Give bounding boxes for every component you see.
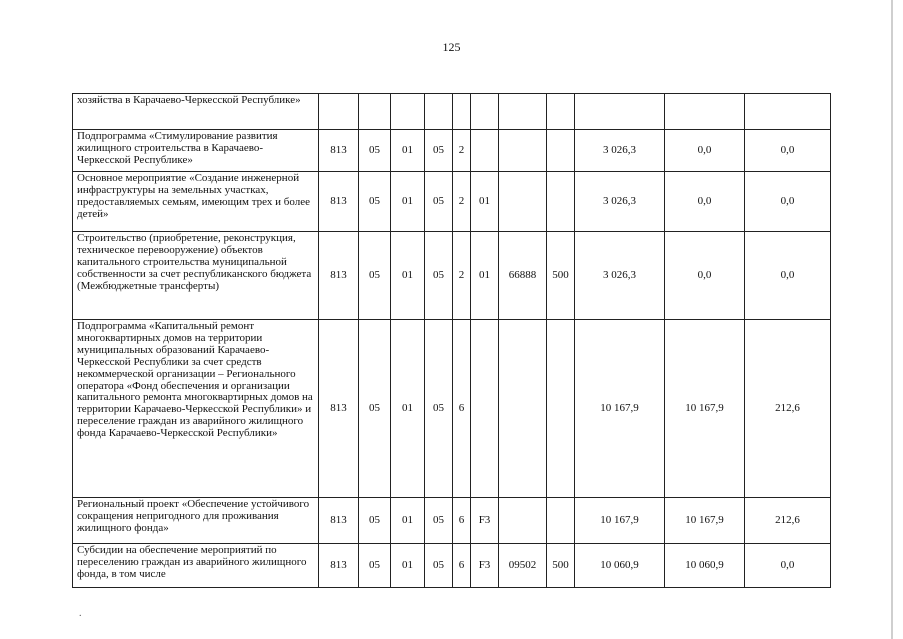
cell-sum2: 0,0: [665, 130, 745, 172]
cell-vr: [547, 130, 575, 172]
row-name: Подпрограмма «Капитальный ремонт многоквартирных домов на территории муниципальных образований Карачаево-Черкесской Республики за счет средств некоммерческой организации – Регионального оператора «Фонд обеспечения и организации капитального ремонта многоквартирных домов на территории Карачаево-Черкесской Республики» и переселение граждан из аварийного жилищного фонда Карачаево-Черкесской Республики»: [73, 320, 319, 498]
cell-podprog: 2: [453, 130, 471, 172]
cell-napr: 66888: [499, 232, 547, 320]
cell-sum2: 0,0: [665, 172, 745, 232]
cell-razdel: 05: [359, 544, 391, 588]
cell-podprog: 2: [453, 232, 471, 320]
cell-podprog: [453, 94, 471, 130]
cell-sum1: 3 026,3: [575, 172, 665, 232]
row-name: хозяйства в Карачаево-Черкесской Республике»: [73, 94, 319, 130]
cell-sum3: 0,0: [745, 172, 831, 232]
cell-prog: 05: [425, 320, 453, 498]
cell-napr: 09502: [499, 544, 547, 588]
cell-meropr: [471, 130, 499, 172]
cell-grbs: 813: [319, 544, 359, 588]
cell-sum3: 0,0: [745, 130, 831, 172]
cell-podrazdel: 01: [391, 172, 425, 232]
cell-vr: 500: [547, 232, 575, 320]
cell-sum3: 0,0: [745, 544, 831, 588]
cell-sum3: 212,6: [745, 498, 831, 544]
scan-edge: [891, 0, 893, 639]
cell-meropr: F3: [471, 544, 499, 588]
cell-sum1: [575, 94, 665, 130]
cell-grbs: 813: [319, 498, 359, 544]
stray-mark: .: [79, 608, 82, 619]
table-row: [73, 320, 831, 498]
cell-vr: [547, 498, 575, 544]
cell-meropr: [471, 320, 499, 498]
cell-meropr: [471, 94, 499, 130]
cell-sum2: 10 167,9: [665, 498, 745, 544]
cell-podprog: 6: [453, 544, 471, 588]
cell-podrazdel: 01: [391, 320, 425, 498]
budget-table: [72, 93, 831, 588]
page-number: 125: [442, 40, 461, 54]
row-name: Основное мероприятие «Создание инженерной инфраструктуры на земельных участках, предоставляемых семьям, имеющим трех и более детей»: [73, 172, 319, 232]
cell-vr: [547, 94, 575, 130]
cell-prog: 05: [425, 544, 453, 588]
cell-napr: [499, 130, 547, 172]
cell-vr: 500: [547, 544, 575, 588]
cell-podrazdel: 01: [391, 544, 425, 588]
cell-razdel: 05: [359, 172, 391, 232]
cell-grbs: 813: [319, 320, 359, 498]
cell-sum1: 10 060,9: [575, 544, 665, 588]
cell-podrazdel: 01: [391, 130, 425, 172]
table-row: [73, 94, 831, 130]
table-row: [73, 544, 831, 588]
cell-podrazdel: 01: [391, 232, 425, 320]
table-row: [73, 232, 831, 320]
cell-prog: 05: [425, 498, 453, 544]
cell-napr: [499, 172, 547, 232]
row-name: Строительство (приобретение, реконструкция, техническое перевооружение) объектов капитального строительства муниципальной собственности за счет республиканского бюджета (Межбюджетные трансферты): [73, 232, 319, 320]
cell-sum3: 212,6: [745, 320, 831, 498]
cell-sum1: 3 026,3: [575, 130, 665, 172]
cell-sum3: 0,0: [745, 232, 831, 320]
cell-napr: [499, 498, 547, 544]
cell-sum2: 0,0: [665, 232, 745, 320]
cell-sum1: 3 026,3: [575, 232, 665, 320]
cell-grbs: 813: [319, 130, 359, 172]
cell-vr: [547, 172, 575, 232]
cell-podprog: 6: [453, 498, 471, 544]
cell-sum2: [665, 94, 745, 130]
cell-prog: 05: [425, 130, 453, 172]
table-row: [73, 498, 831, 544]
cell-prog: [425, 94, 453, 130]
cell-sum2: 10 060,9: [665, 544, 745, 588]
cell-meropr: 01: [471, 232, 499, 320]
cell-razdel: 05: [359, 130, 391, 172]
cell-sum2: 10 167,9: [665, 320, 745, 498]
cell-razdel: 05: [359, 320, 391, 498]
cell-meropr: 01: [471, 172, 499, 232]
cell-grbs: 813: [319, 232, 359, 320]
cell-podprog: 6: [453, 320, 471, 498]
row-name: Подпрограмма «Стимулирование развития жилищного строительства в Карачаево-Черкесской Республике»: [73, 130, 319, 172]
cell-prog: 05: [425, 232, 453, 320]
row-name: Субсидии на обеспечение мероприятий по переселению граждан из аварийного жилищного фонда, в том числе: [73, 544, 319, 588]
cell-podrazdel: [391, 94, 425, 130]
cell-sum1: 10 167,9: [575, 498, 665, 544]
table-row: [73, 130, 831, 172]
cell-sum1: 10 167,9: [575, 320, 665, 498]
cell-napr: [499, 320, 547, 498]
cell-razdel: 05: [359, 232, 391, 320]
cell-prog: 05: [425, 172, 453, 232]
cell-podprog: 2: [453, 172, 471, 232]
cell-vr: [547, 320, 575, 498]
cell-razdel: [359, 94, 391, 130]
cell-napr: [499, 94, 547, 130]
cell-sum3: [745, 94, 831, 130]
cell-podrazdel: 01: [391, 498, 425, 544]
table-row: [73, 172, 831, 232]
cell-meropr: F3: [471, 498, 499, 544]
cell-razdel: 05: [359, 498, 391, 544]
row-name: Региональный проект «Обеспечение устойчивого сокращения непригодного для проживания жилищного фонда»: [73, 498, 319, 544]
cell-grbs: [319, 94, 359, 130]
cell-grbs: 813: [319, 172, 359, 232]
